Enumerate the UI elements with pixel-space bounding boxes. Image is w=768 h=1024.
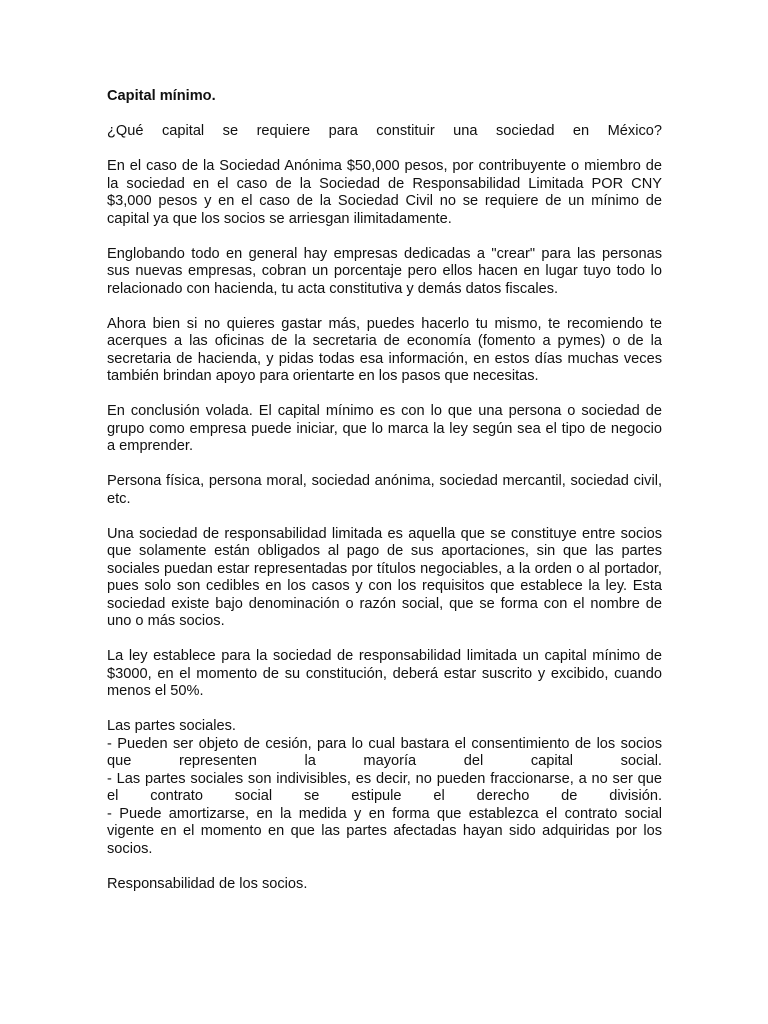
paragraph-conclusion: En conclusión volada. El capital mínimo es con lo que una persona o sociedad de grupo como empresa puede iniciar, que lo marca la ley según sea el tipo de negocio a emprender. [107,403,662,454]
paragraph-tipos-persona: Persona física, persona moral, sociedad anónima, sociedad mercantil, sociedad civil, etc. [107,473,662,507]
partes-sociales-item-cesion: - Pueden ser objeto de cesión, para lo cual bastara el consentimiento de los socios que representen la mayoría del capital social. [107,735,662,769]
paragraph-srl-capital: La ley establece para la sociedad de responsabilidad limitada un capital mínimo de $3000, en el momento de su constitución, deberá estar suscrito y excibido, cuando menos el 50%. [107,648,662,699]
partes-sociales-section [107,718,662,858]
paragraph-empresas-dedicadas: Englobando todo en general hay empresas dedicadas a "crear" para las personas sus nuevas empresas, cobran un porcentaje pero ellos hacen en lugar tuyo todo lo relacionado con hacienda, tu acta constitutiva y demás datos fiscales. [107,245,662,297]
closing-heading: Responsabilidad de los socios. [107,875,308,892]
question-line: ¿Qué capital se requiere para constituir una sociedad en México? [107,123,662,139]
paragraph-capital-amounts: En el caso de la Sociedad Anónima $50,000 pesos, por contribuyente o miembro de la sociedad en el caso de la Sociedad de Responsabilidad Limitada POR CNY $3,000 pesos y en el caso de la Sociedad Civil no se requiere de un mínimo de capital ya que los socios se arriesgan ilimitadamente. [107,158,662,227]
paragraph-secretaria: Ahora bien si no quieres gastar más, puedes hacerlo tu mismo, te recomiendo te acerques a las oficinas de la secretaria de economía (fomento a pymes) o de la secretaria de hacienda, y pidas todas esa información, en estos días muchas veces también brindan apoyo para orientarte en los pasos que necesitas. [107,315,662,384]
document-title: Capital mínimo. [107,88,216,104]
partes-sociales-heading: Las partes sociales. [107,718,236,734]
partes-sociales-item-amortizarse: - Puede amortizarse, en la medida y en forma que establezca el contrato social vigente en el momento en que las partes afectadas hayan sido adquiridas por los socios. [107,805,662,857]
document-page [107,88,662,911]
paragraph-srl-definicion: Una sociedad de responsabilidad limitada es aquella que se constituye entre socios que solamente están obligados al pago de sus aportaciones, sin que las partes sociales puedan estar representadas por títulos negociables, a la orden o al portador, pues solo son cedibles en los casos y con los requisitos que establece la ley. Esta sociedad existe bajo denominación o razón social, que se forma con el nombre de uno o más socios. [107,525,662,629]
partes-sociales-item-indivisibles: - Las partes sociales son indivisibles, es decir, no pueden fraccionarse, a no ser que el contrato social se estipule el derecho de división. [107,770,662,804]
